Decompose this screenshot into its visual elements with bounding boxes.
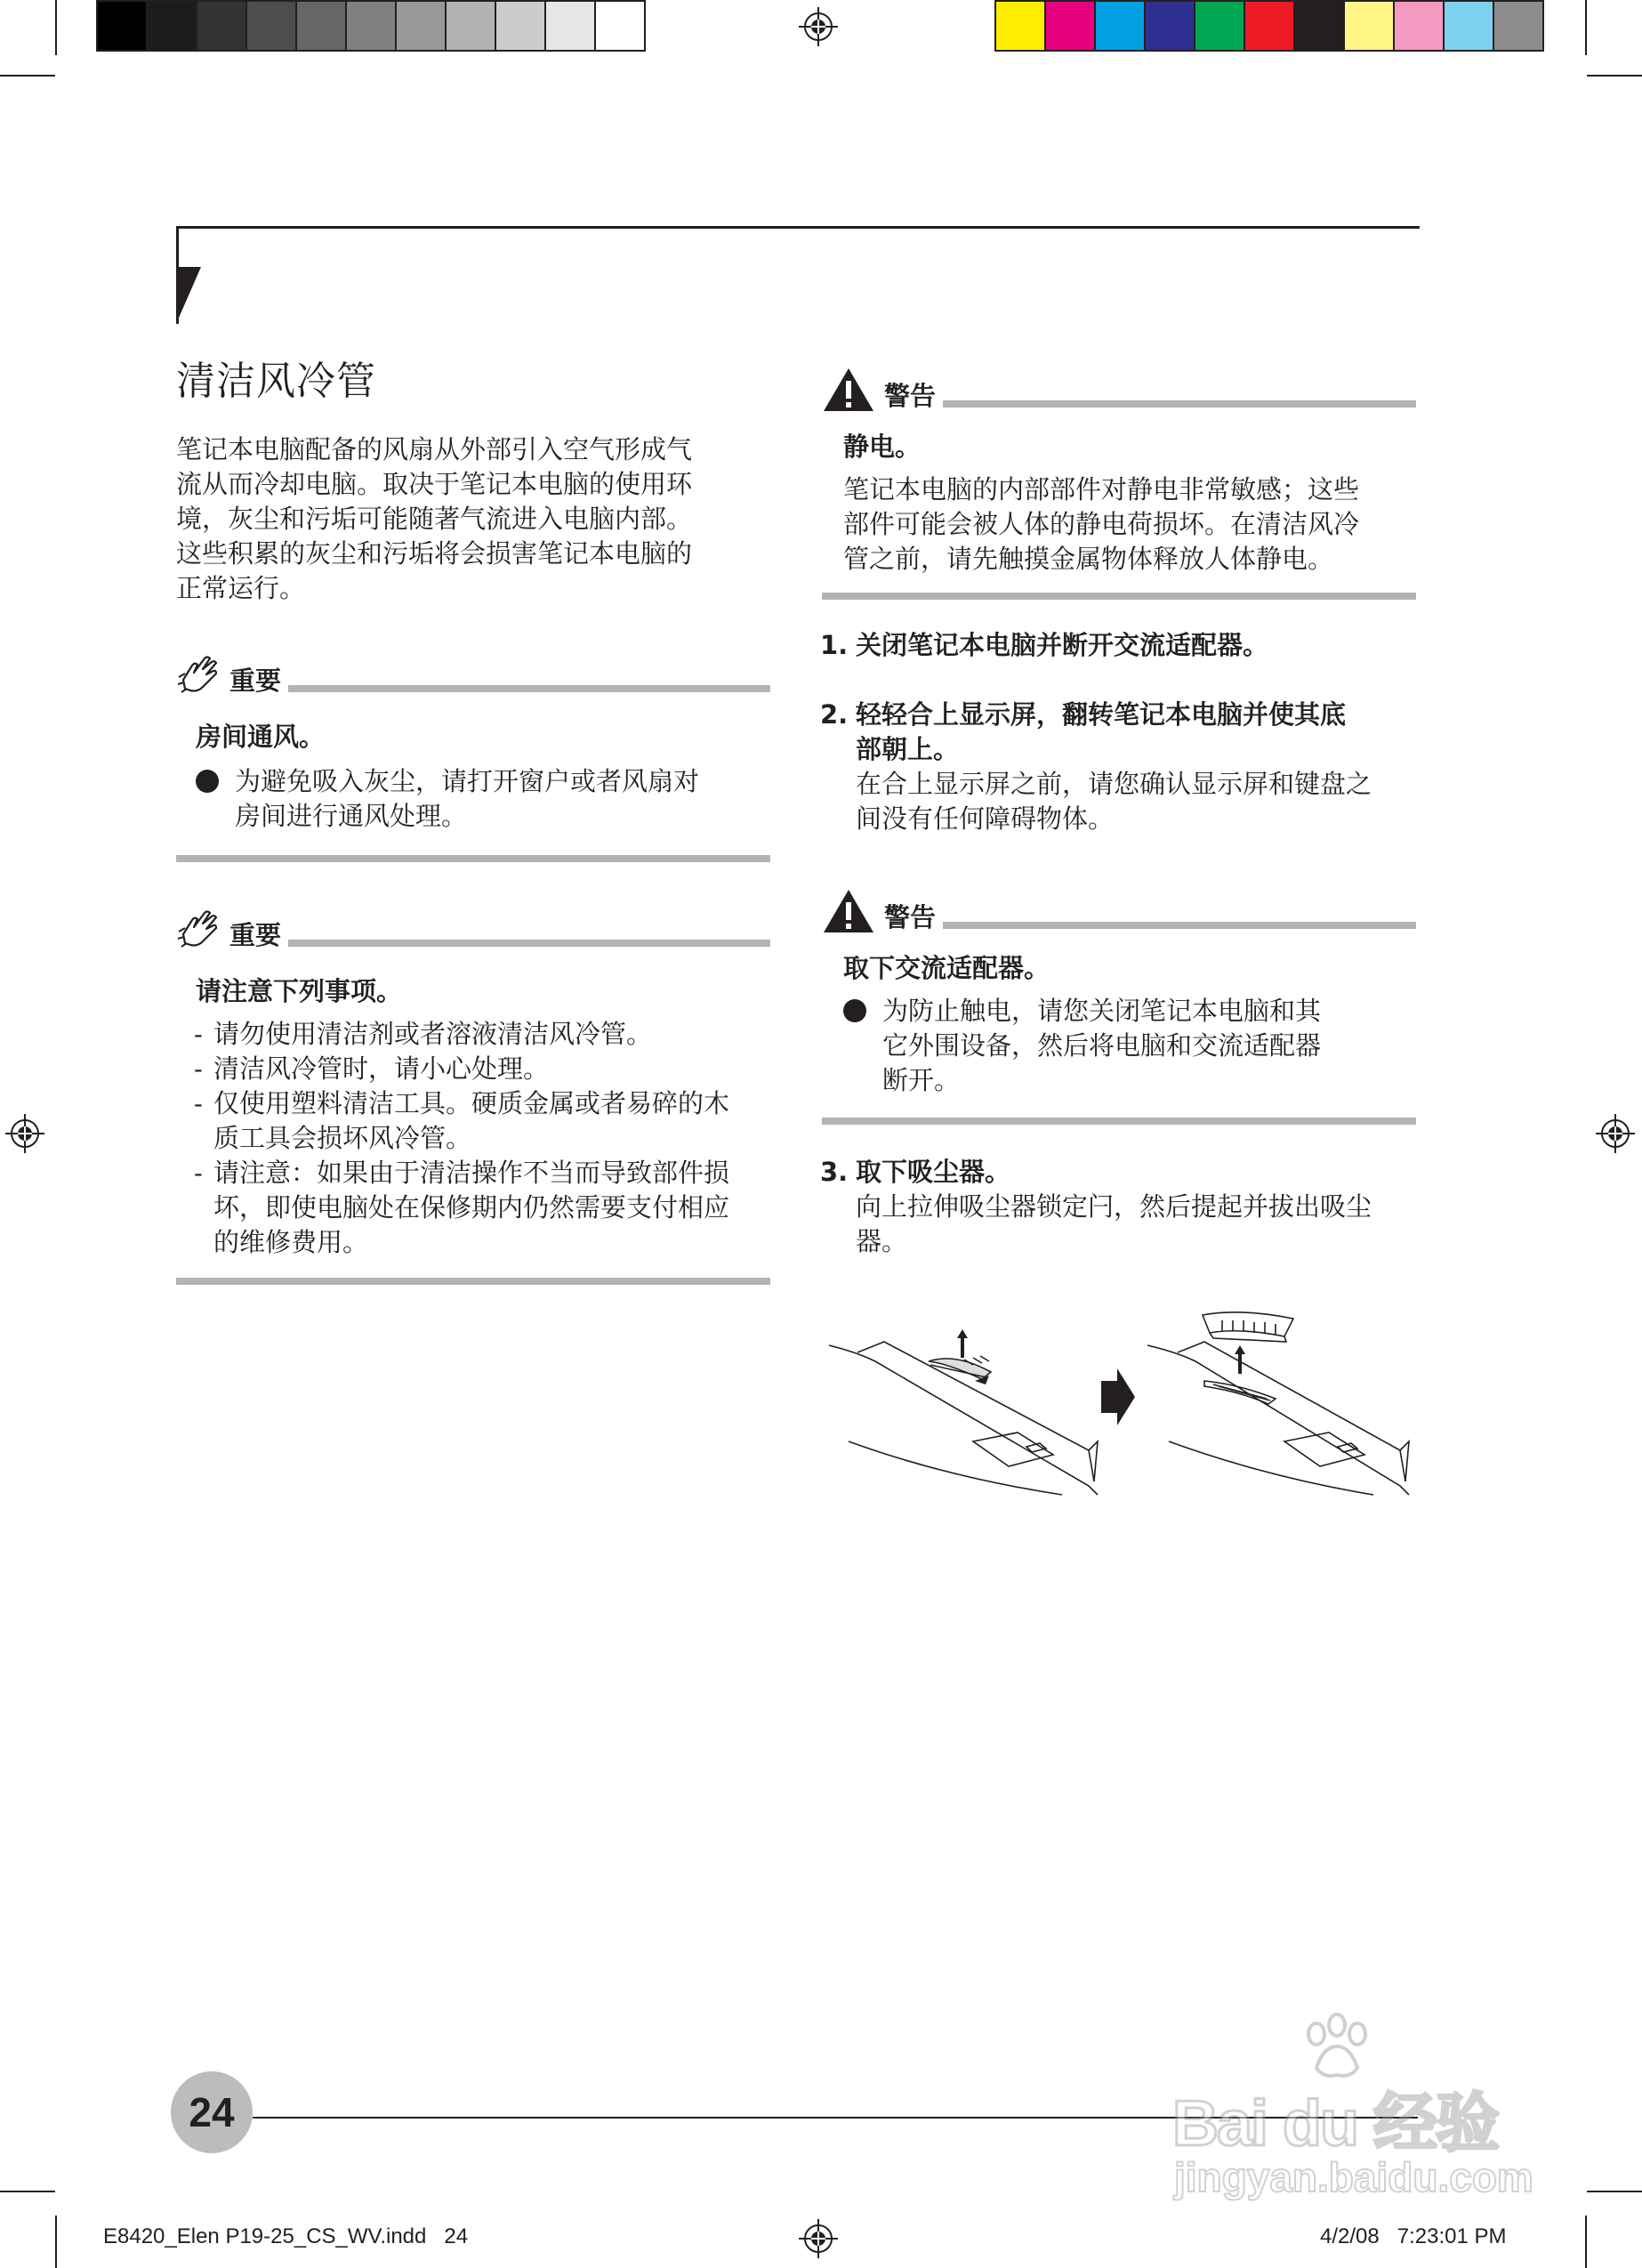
gray-swatch [594,0,646,52]
pointing-hand-icon [176,908,221,952]
step-3 [820,1155,1425,1259]
gray-swatch [544,0,596,52]
important-note-header [176,653,770,698]
warning-text [843,472,1416,577]
print-timestamp: 4/2/08 7:23:01 PM [1320,2224,1507,2248]
color-swatch [1393,0,1445,52]
intro-paragraph [176,432,781,606]
step-2 [820,698,1425,836]
gray-swatch [146,0,197,52]
warning-subject: 静电。 [843,432,922,462]
intro-line: 正常运行。 [176,573,306,603]
warning-note-1 [822,367,1416,600]
registration-mark-icon [799,7,838,46]
gray-swatch [196,0,247,52]
step-number: 3. [820,1157,849,1187]
color-swatch [1493,0,1544,52]
crop-mark [1585,0,1587,55]
step-desc-line: 器。 [856,1226,908,1256]
important-subject: 请注意下列事项。 [196,976,403,1006]
warning-line: 笔记本电脑的内部部件对静电非常敏感；这些 [843,474,1360,504]
step-title-line: 部朝上。 [856,734,960,764]
important-bullet [196,764,770,834]
list-line: 清洁风冷管时，请小心处理。 [213,1053,550,1084]
list-line: 请勿使用清洁剂或者溶液清洁风冷管。 [213,1019,653,1049]
list-item [194,1052,770,1086]
grayscale-calibration-bar [96,0,648,52]
dash-marker: - [194,1019,203,1049]
bullet-line: 它外围设备，然后将电脑和交流适配器 [882,1030,1322,1061]
gray-swatch [395,0,447,52]
note-footer-rule [822,1118,1416,1125]
step-number: 1. [820,630,849,660]
dash-marker: - [194,1158,203,1188]
color-swatch [1293,0,1345,52]
color-swatch [1343,0,1395,52]
intro-line: 笔记本电脑配备的风扇从外部引入空气形成气 [176,434,693,464]
bullet-line: 为防止触电，请您关闭笔记本电脑和其 [882,996,1322,1026]
intro-line: 这些积累的灰尘和污垢将会损害笔记本电脑的 [176,538,693,569]
intro-line: 境，灰尘和污垢可能随著气流进入电脑内部。 [176,504,693,534]
step-title: 关闭笔记本电脑并断开交流适配器。 [856,630,1269,660]
crop-mark [0,2191,55,2192]
intro-line: 流从而冷却电脑。取决于笔记本电脑的使用环 [176,469,693,499]
step-1 [820,628,1425,663]
gray-swatch [445,0,496,52]
bullet-dot-icon [843,999,866,1022]
color-swatch [994,0,1046,52]
gray-swatch [96,0,148,52]
file-info: E8420_Elen P19-25_CS_WV.indd 24 [103,2224,469,2248]
bullet-line: 房间进行通风处理。 [235,801,468,831]
arrow-right-icon [1101,1368,1135,1425]
gray-swatch [295,0,347,52]
bullet-line: 断开。 [882,1065,961,1095]
warning-triangle-icon [822,367,875,413]
warning-note-header [822,888,1416,934]
list-line: 的维修费用。 [213,1227,369,1257]
important-list [194,1017,770,1260]
warning-subject: 取下交流适配器。 [843,953,1050,983]
step-desc-line: 间没有任何障碍物体。 [856,803,1115,834]
registration-mark-icon [1596,1114,1635,1153]
step-title-line: 轻轻合上显示屏，翻转笔记本电脑并使其底 [856,699,1347,730]
warning-note-header [822,367,1416,413]
crop-mark [1587,75,1642,77]
baidu-watermark [1163,2013,1582,2199]
important-subject: 房间通风。 [196,722,326,752]
color-swatch [1443,0,1494,52]
step-number: 2. [820,699,849,730]
note-header-rule [943,922,1416,929]
crop-mark [55,0,57,55]
section-title: 清洁风冷管 [176,359,376,404]
registration-mark-icon [5,1114,44,1153]
color-swatch [1244,0,1295,52]
warning-label: 警告 [884,381,937,411]
crop-mark [0,75,55,77]
important-note-header [176,908,770,952]
watermark-brand: Bai du 经验 [1172,2088,1499,2159]
list-line: 仅使用塑料清洁工具。硬质金属或者易碎的木 [213,1088,730,1118]
dust-filter-removal-illustration [822,1299,1420,1500]
list-line: 坏，即使电脑处在保修期内仍然需要支付相应 [213,1192,730,1223]
step-desc-line: 向上拉伸吸尘器锁定闩，然后提起并拔出吸尘 [856,1191,1372,1222]
crop-mark [1585,2216,1587,2268]
important-note-1 [176,653,770,862]
crop-mark [55,2216,57,2268]
color-swatch [1044,0,1096,52]
important-note-2 [176,908,770,1285]
registration-mark-icon [799,2219,838,2258]
color-swatch [1194,0,1245,52]
gray-swatch [245,0,297,52]
note-footer-rule [176,1278,770,1285]
color-calibration-bar [994,0,1546,52]
gray-swatch [495,0,546,52]
list-item [194,1017,770,1052]
list-line: 请注意：如果由于清洁操作不当而导致部件损 [213,1158,730,1188]
important-label: 重要 [229,666,282,696]
header-rule [176,226,1420,229]
pointing-hand-icon [176,653,221,698]
note-header-rule [288,685,770,692]
warning-label: 警告 [884,902,937,932]
color-swatch [1144,0,1195,52]
warning-line: 管之前，请先触摸金属物体释放人体静电。 [843,544,1334,574]
dash-marker: - [194,1088,203,1118]
gray-swatch [345,0,397,52]
header-corner-tab [176,267,201,324]
dash-marker: - [194,1053,203,1084]
bullet-line: 为避免吸入灰尘，请打开窗户或者风扇对 [235,766,700,796]
page-number-text: 24 [189,2089,235,2135]
list-line: 质工具会损坏风冷管。 [213,1123,472,1153]
watermark-url: jingyan.baidu.com [1174,2154,1533,2200]
note-header-rule [288,940,770,947]
bullet-dot-icon [196,770,219,793]
warning-line: 部件可能会被人体的静电荷损坏。在清洁风冷 [843,509,1360,539]
warning-bullet [843,994,1416,1098]
page-number [171,2071,253,2153]
list-item [194,1086,770,1156]
step-title: 取下吸尘器。 [856,1157,1011,1187]
note-footer-rule [176,855,770,862]
list-item [194,1156,770,1260]
crop-mark [1587,2191,1642,2192]
warning-triangle-icon [822,888,875,934]
color-swatch [1094,0,1146,52]
note-header-rule [943,400,1416,408]
step-desc-line: 在合上显示屏之前，请您确认显示屏和键盘之 [856,769,1372,799]
important-label: 重要 [229,920,282,950]
warning-note-2 [822,888,1416,1125]
note-footer-rule [822,593,1416,600]
